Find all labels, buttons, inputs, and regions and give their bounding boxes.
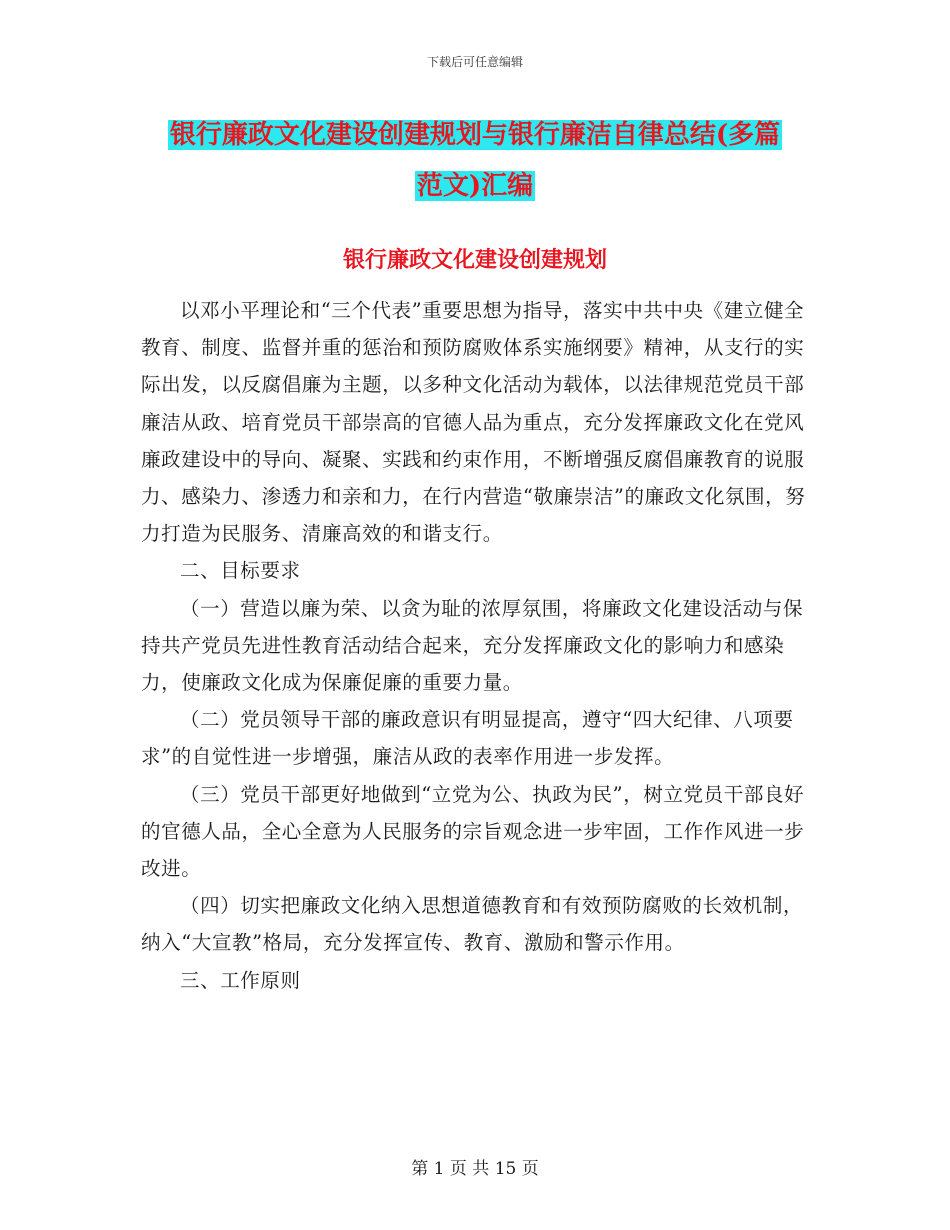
body-paragraph-intro: 以邓小平理论和“三个代表”重要思想为指导，落实中共中央《建立健全教育、制度、监督并重的惩治和预防腐败体系实施纲要》精神，从支行的实际出发，以反腐倡廉为主题，以多种文化活动为载体，以法律规范党员干部廉洁从政、培育党员干部崇高的官德人品为重点，充分发挥廉政文化在党风廉政建设中的导向、凝聚、实践和约束作用，不断增强反腐倡廉教育的说服力、感染力、渗透力和亲和力，在行内营造“敬廉崇洁”的廉政文化氛围，努力打造为民服务、清廉高效的和谐支行。 [141, 299, 806, 546]
page-header-note: 下载后可任意编辑 [426, 55, 523, 69]
body-paragraph-goal-1: （一）营造以廉为荣、以贪为耻的浓厚氛围，将廉政文化建设活动与保持共产党员先进性教育活动结合起来，充分发挥廉政文化的影响力和感染力，使廉政文化成为保廉促廉的重要力量。 [141, 596, 804, 695]
body-paragraph-goal-4: （四）切实把廉政文化纳入思想道德教育和有效预防腐败的长效机制，纳入“大宣教”格局，充分发挥宣传、教育、激励和警示作用。 [141, 894, 804, 955]
document-title-line-2: 范文)汇编 [416, 171, 534, 201]
document-body [141, 292, 809, 999]
body-paragraph-goal-2: （二）党员领导干部的廉政意识有明显提高，遵守“四大纪律、八项要求”的自觉性进一步增强，廉洁从政的表率作用进一步发挥。 [141, 708, 794, 769]
heading-goals: 二、目标要求 [180, 559, 301, 583]
body-paragraph-goal-3: （三）党员干部更好地做到“立党为公、执政为民”，树立党员干部良好的官德人品，全心全意为人民服务的宗旨观念进一步牢固，工作作风进一步改进。 [141, 782, 805, 881]
page-footer: 第 1 页 共 15 页 [411, 1159, 539, 1179]
section-title: 银行廉政文化建设创建规划 [342, 247, 607, 273]
document-title-line-1: 银行廉政文化建设创建规划与银行廉洁自律总结(多篇 [169, 120, 781, 150]
document-title [0, 110, 950, 212]
heading-principles: 三、工作原则 [180, 968, 301, 992]
